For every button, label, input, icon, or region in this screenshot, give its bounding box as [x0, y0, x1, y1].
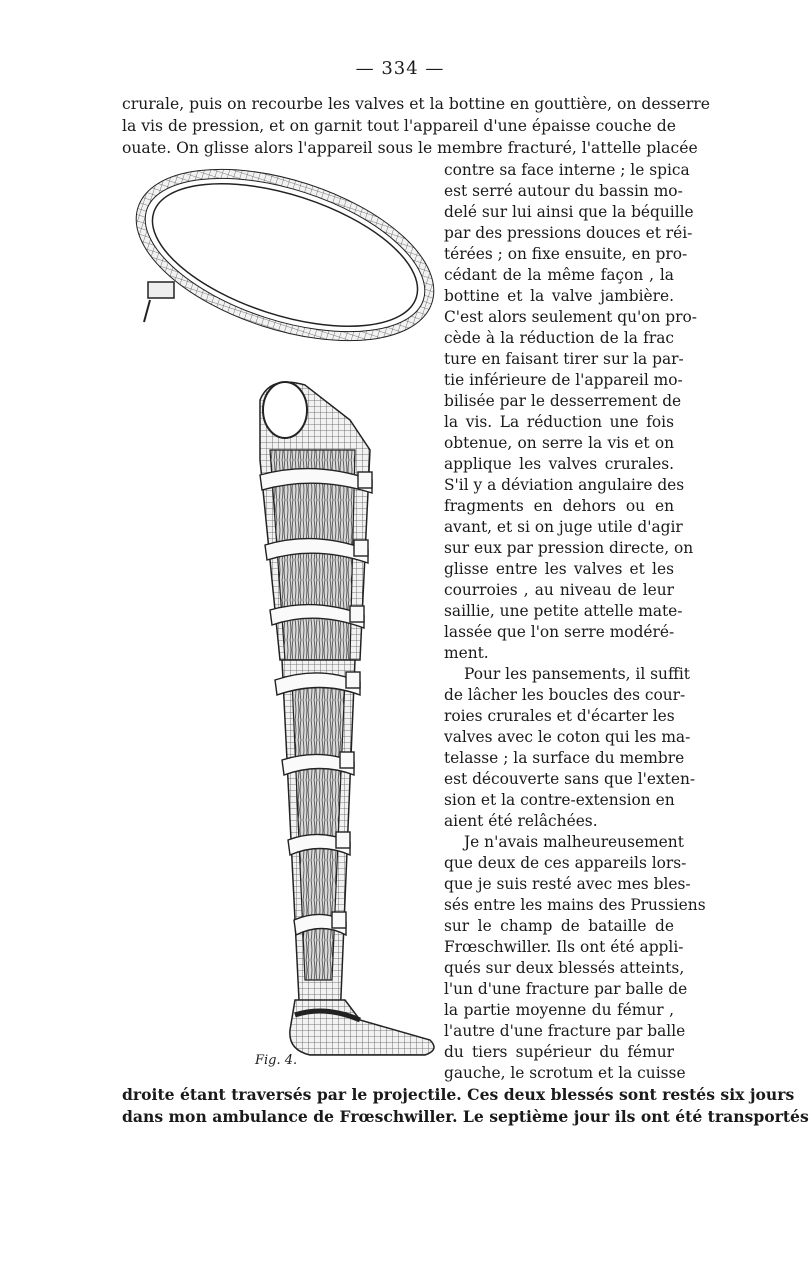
text-line-27: ment.	[444, 644, 489, 662]
text-line-10: bottine et la valve jambière.	[444, 287, 674, 305]
text-line-20: fragments en dehors ou en	[444, 497, 674, 515]
text-line-43: l'un d'une fracture par balle de	[444, 980, 688, 998]
text-line-35: aient été relâchées.	[444, 812, 598, 830]
text-line-6: delé sur lui ainsi que la béquille	[444, 203, 694, 221]
figure-caption: Fig. 4.	[255, 1053, 298, 1068]
text-line-14: tie inférieure de l'appareil mo-	[444, 371, 683, 389]
text-line-13: ture en faisant tirer sur la par-	[444, 350, 684, 368]
text-line-9: cédant de la même façon , la	[444, 266, 674, 284]
text-line-7: par des pressions douces et réi-	[444, 224, 693, 242]
text-line-3: ouate. On glisse alors l'appareil sous le membre fracturé, l'attelle placée	[122, 139, 698, 157]
text-line-22: sur eux par pression directe, on	[444, 539, 694, 557]
text-line-36: Je n'avais malheureusement	[464, 833, 684, 851]
text-line-4: contre sa face interne ; le spica	[444, 161, 690, 179]
text-line-2: la vis de pression, et on garnit tout l'appareil d'une épaisse couche de	[122, 117, 676, 135]
text-line-49: dans mon ambulance de Frœschwiller. Le septième jour ils ont été transportés	[122, 1107, 809, 1126]
text-line-17: obtenue, on serre la vis et on	[444, 434, 674, 452]
text-line-45: l'autre d'une fracture par balle	[444, 1022, 686, 1040]
text-line-33: est découverte sans que l'exten-	[444, 770, 696, 788]
text-line-34: sion et la contre-extension en	[444, 791, 675, 809]
text-line-24: courroies , au niveau de leur	[444, 581, 674, 599]
text-line-46: du tiers supérieur du fémur	[444, 1043, 674, 1061]
text-line-29: de lâcher les boucles des cour-	[444, 686, 686, 704]
text-line-12: cède à la réduction de la frac	[444, 329, 674, 347]
text-line-42: qués sur deux blessés atteints,	[444, 959, 685, 977]
text-line-41: Frœschwiller. Ils ont été appli-	[444, 938, 684, 956]
text-line-28: Pour les pansements, il suffit	[464, 665, 690, 683]
text-line-21: avant, et si on juge utile d'agir	[444, 518, 683, 536]
text-line-47: gauche, le scrotum et la cuisse	[444, 1064, 686, 1082]
leg-splint-illustration	[110, 160, 445, 1060]
text-line-48: droite étant traversés par le projectile. Ces deux blessés sont restés six jours	[122, 1085, 795, 1104]
text-line-39: sés entre les mains des Prussiens	[444, 896, 706, 914]
text-line-1: crurale, puis on recourbe les valves et la bottine en gouttière, on desserre	[122, 95, 710, 113]
text-line-31: valves avec le coton qui les ma-	[444, 728, 691, 746]
text-line-15: bilisée par le desserrement de	[444, 392, 682, 410]
page-number: — 334 —	[355, 58, 445, 79]
text-line-26: lassée que l'on serre modéré-	[444, 623, 675, 641]
text-line-32: telasse ; la surface du membre	[444, 749, 685, 767]
text-line-44: la partie moyenne du fémur ,	[444, 1001, 674, 1019]
text-line-11: C'est alors seulement qu'on pro-	[444, 308, 697, 326]
text-line-37: que deux de ces appareils lors-	[444, 854, 687, 872]
text-line-23: glisse entre les valves et les	[444, 560, 674, 578]
text-line-30: roies crurales et d'écarter les	[444, 707, 675, 725]
text-line-40: sur le champ de bataille de	[444, 917, 674, 935]
text-line-25: saillie, une petite attelle mate-	[444, 602, 683, 620]
text-line-19: S'il y a déviation angulaire des	[444, 476, 685, 494]
text-line-38: que je suis resté avec mes bles-	[444, 875, 691, 893]
text-line-8: térées ; on fixe ensuite, en pro-	[444, 245, 688, 263]
text-line-5: est serré autour du bassin mo-	[444, 182, 683, 200]
text-line-18: applique les valves crurales.	[444, 455, 674, 473]
text-line-16: la vis. La réduction une fois	[444, 413, 674, 431]
